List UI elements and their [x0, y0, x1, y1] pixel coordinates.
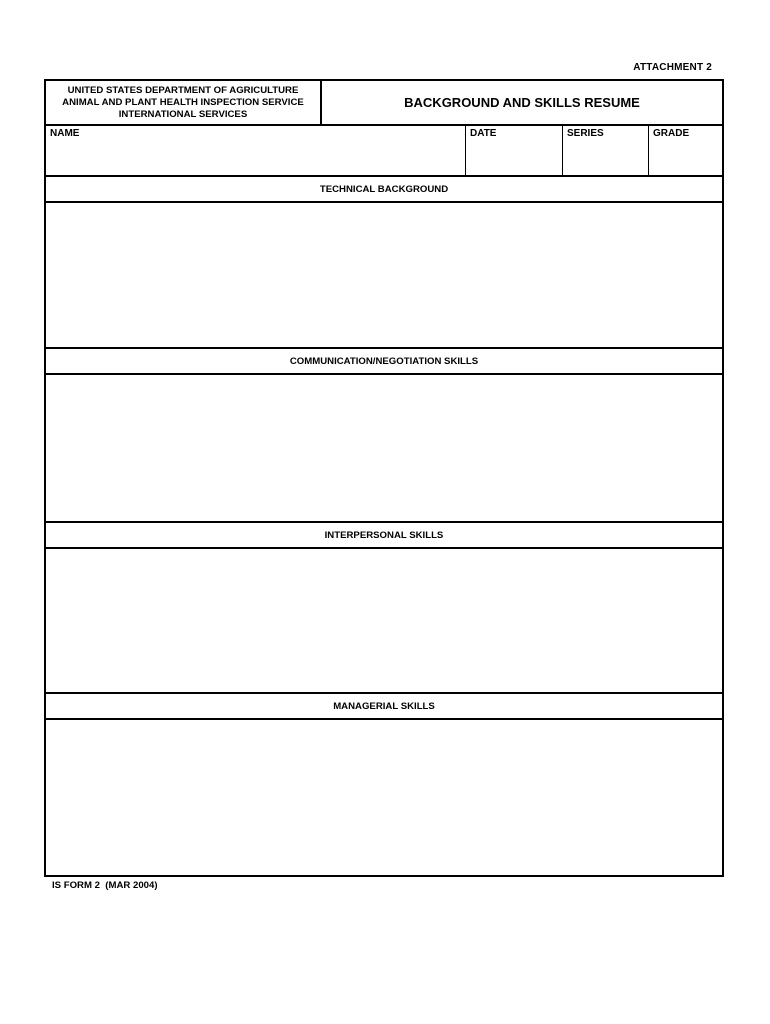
- managerial-skills-area[interactable]: [44, 720, 724, 877]
- communication-skills-area[interactable]: [44, 375, 724, 523]
- name-field[interactable]: [46, 124, 466, 175]
- series-label: SERIES: [567, 128, 604, 139]
- managerial-skills-heading: MANAGERIAL SKILLS: [44, 694, 724, 720]
- series-field[interactable]: [563, 124, 649, 175]
- interpersonal-skills-heading: INTERPERSONAL SKILLS: [44, 523, 724, 549]
- date-label: DATE: [470, 128, 497, 139]
- interpersonal-skills-area[interactable]: [44, 549, 724, 694]
- grade-field[interactable]: [649, 124, 722, 175]
- attachment-label: ATTACHMENT 2: [633, 62, 712, 73]
- identity-fields-row: [44, 124, 724, 177]
- form-header: [44, 79, 724, 126]
- technical-background-heading: TECHNICAL BACKGROUND: [44, 177, 724, 203]
- agency-block: [46, 81, 322, 124]
- date-field[interactable]: [466, 124, 563, 175]
- grade-label: GRADE: [653, 128, 690, 139]
- technical-background-area[interactable]: [44, 203, 724, 349]
- agency-line-1: UNITED STATES DEPARTMENT OF AGRICULTURE: [67, 84, 299, 96]
- agency-line-2: ANIMAL AND PLANT HEALTH INSPECTION SERVICE: [62, 96, 304, 108]
- agency-line-3: INTERNATIONAL SERVICES: [118, 108, 248, 120]
- communication-skills-heading: COMMUNICATION/NEGOTIATION SKILLS: [44, 349, 724, 375]
- form-title: BACKGROUND AND SKILLS RESUME: [404, 95, 640, 110]
- form-number: IS FORM 2 (MAR 2004): [52, 880, 158, 891]
- name-label: NAME: [50, 128, 80, 139]
